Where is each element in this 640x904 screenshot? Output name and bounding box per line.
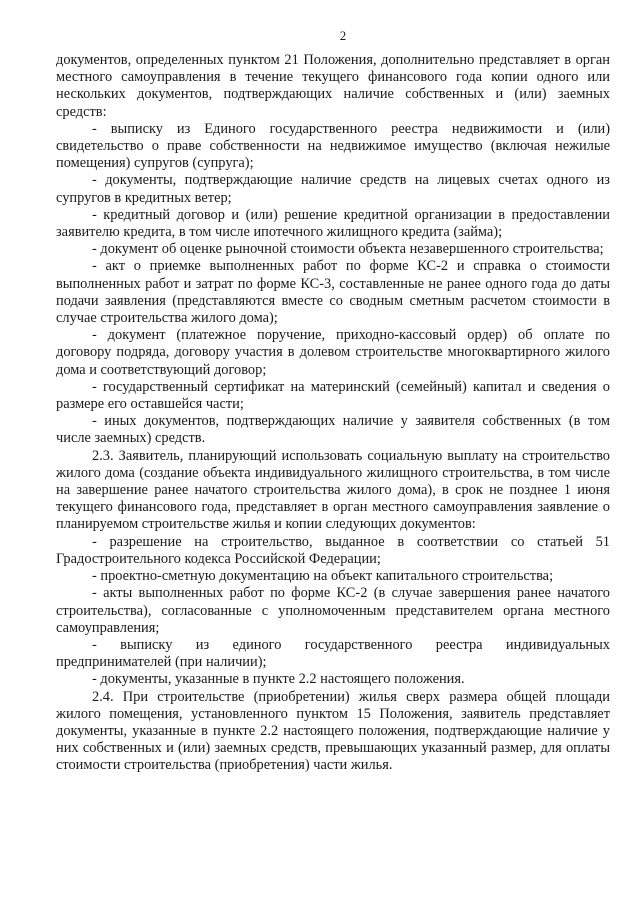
paragraph: - государственный сертификат на материнский (семейный) капитал и сведения о размере его оставшейся части; (56, 378, 610, 413)
paragraph: - проектно-сметную документацию на объект капитального строительства; (92, 568, 554, 585)
paragraph: документов, определенных пунктом 21 Положения, дополнительно представляет в орган местного самоуправления в течение текущего финансового года копии одного или нескольких документов, подтверждающих наличие собственных и (или) заемных средств: (56, 52, 610, 120)
paragraph: - документ об оценке рыночной стоимости объекта незавершенного строительства; (92, 241, 604, 258)
document-body (56, 52, 610, 775)
paragraph: 2.3. Заявитель, планирующий использовать социальную выплату на строительство жилого дома (создание объекта индивидуального жилищного строительства, в том числе на завершение ранее начатого строительства жилого дома), в срок не позднее 1 июня текущего финансового года, представляет в орган местного самоуправления заявление о планируемом строительстве жилья и копии следующих документов: (56, 447, 610, 533)
paragraph: - разрешение на строительство, выданное в соответствии со статьей 51 Градостроительного кодекса Российской Федерации; (56, 533, 610, 567)
paragraph: - документ (платежное поручение, приходно-кассовый ордер) об оплате по договору подряда, договору участия в долевом строительстве многоквартирного жилого дома и соответствующий договор; (56, 327, 610, 378)
paragraph: - выписку из единого государственного реестра индивидуальных предпринимателей (при наличии); (56, 636, 610, 671)
paragraph: - документы, подтверждающие наличие средств на лицевых счетах одного из супругов в кредитных ветер; (56, 172, 610, 206)
page-number: 2 (339, 28, 347, 43)
paragraph: - документы, указанные в пункте 2.2 настоящего положения. (92, 671, 465, 688)
paragraph: 2.4. При строительстве (приобретении) жилья сверх размера общей площади жилого помещения, установленного пунктом 15 Положения, заявитель представляет документы, указанные в пункте 2.2 настоящего положения, подтверждающие наличие у них собственных и (или) заемных средств, превышающих указанный размер, для оплаты стоимости строительства (приобретения) части жилья. (56, 688, 610, 774)
paragraph: - акт о приемке выполненных работ по форме КС-2 и справка о стоимости выполненных работ и затрат по форме КС-3, составленные не ранее одного года до даты подачи заявления (представляются вместе со сводным сметным расчетом стоимости в случае строительства жилого дома); (56, 258, 610, 327)
paragraph: - иных документов, подтверждающих наличие у заявителя собственных (в том числе заемных) средств. (56, 413, 610, 447)
paragraph: - акты выполненных работ по форме КС-2 (в случае завершения ранее начатого строительства), согласованные с уполномоченным представителем органа местного самоуправления; (56, 585, 610, 636)
paragraph: - кредитный договор и (или) решение кредитной организации в предоставлении заявителю кредита, в том числе ипотечного жилищного кредита (займа); (56, 206, 610, 241)
paragraph: - выписку из Единого государственного реестра недвижимости и (или) свидетельство о праве собственности на недвижимое имущество (включая нежилые помещения) супругов (супруга); (56, 120, 610, 172)
